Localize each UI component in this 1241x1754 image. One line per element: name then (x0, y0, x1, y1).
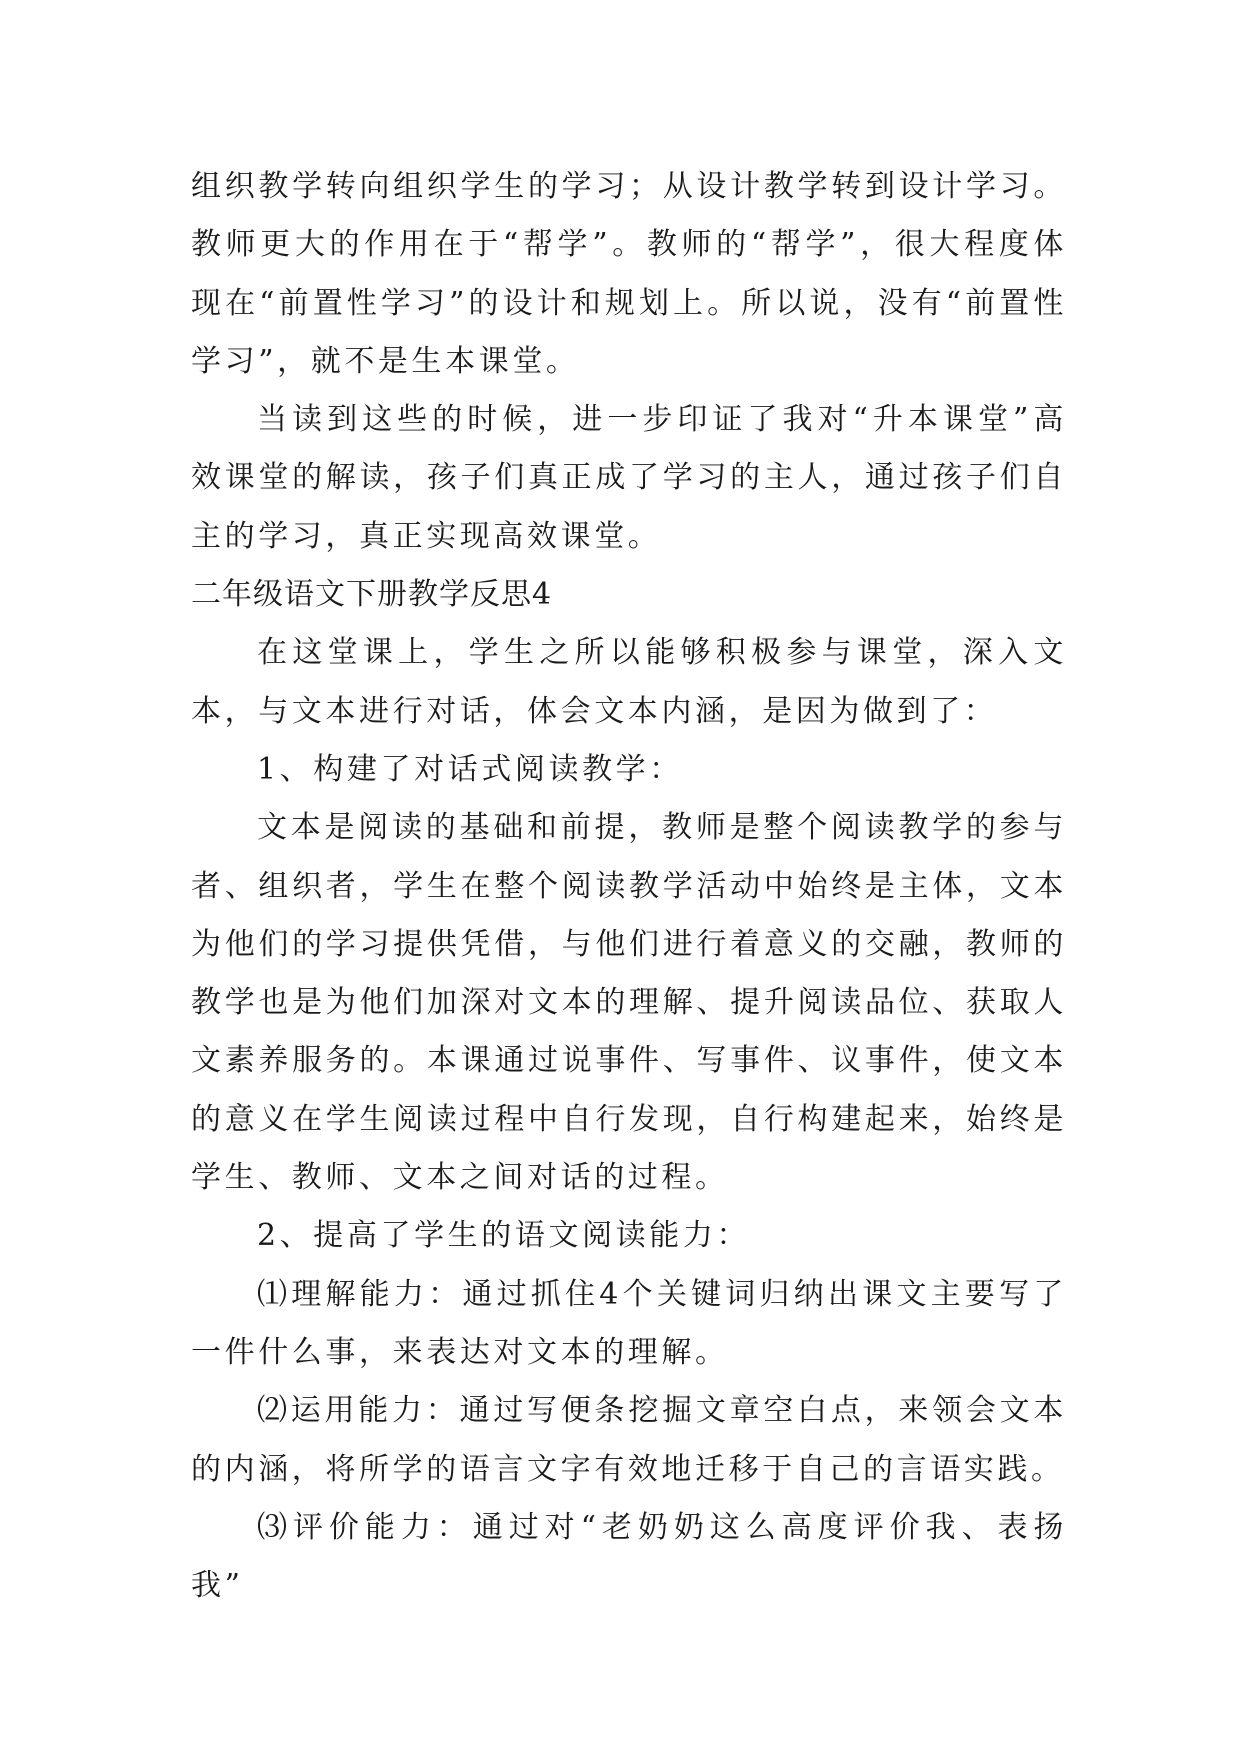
paragraph-4: 1、构建了对话式阅读教学： (257, 751, 683, 787)
paragraph-7: ⑴理解能力：通过抓住4个关键词归纳出课文主要写了一件什么事，来表达对文本的理解。 (191, 1276, 1067, 1370)
section-heading: 二年级语文下册教学反思4 (191, 577, 553, 613)
paragraph-9: ⑶评价能力：通过对“老奶奶这么高度评价我、表扬我” (191, 1509, 1067, 1604)
document-body (191, 158, 1067, 1615)
paragraph-3: 在这堂课上，学生之所以能够积极参与课堂，深入文本，与文本进行对话，体会文本内涵，是因为做到了： (191, 635, 1067, 729)
paragraph-5: 文本是阅读的基础和前提，教师是整个阅读教学的参与者、组织者，学生在整个阅读教学活动中始终是主体，文本为他们的学习提供凭借，与他们进行着意义的交融，教师的教学也是为他们加深对文本的理解、提升阅读品位、获取人文素养服务的。本课通过说事件、写事件、议事件，使文本的意义在学生阅读过程中自行发现，自行构建起来，始终是学生、教师、文本之间对话的过程。 (191, 810, 1067, 1196)
paragraph-1: 组织教学转向组织学生的学习；从设计教学转到设计学习。教师更大的作用在于“帮学”。教师的“帮学”，很大程度体现在“前置性学习”的设计和规划上。所以说，没有“前置性学习”，就不是生本课堂。 (191, 169, 1067, 379)
paragraph-6: 2、提高了学生的语文阅读能力： (257, 1218, 751, 1254)
paragraph-2: 当读到这些的时候，进一步印证了我对“升本课堂”高效课堂的解读，孩子们真正成了学习的主人，通过孩子们自主的学习，真正实现高效课堂。 (191, 402, 1067, 554)
paragraph-8: ⑵运用能力：通过写便条挖掘文章空白点，来领会文本的内涵，将所学的语言文字有效地迁移于自己的言语实践。 (191, 1393, 1067, 1487)
